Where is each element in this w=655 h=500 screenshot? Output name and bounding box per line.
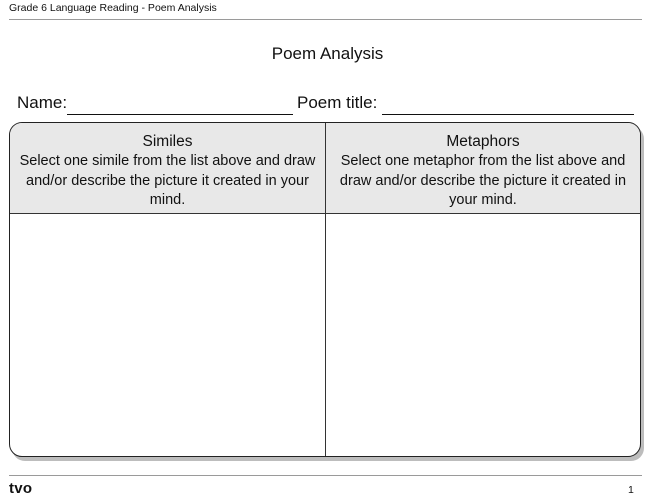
header-divider <box>9 19 642 20</box>
similes-instruction: Select one simile from the list above and draw and/or describe the picture it created in your mind. <box>19 153 316 208</box>
metaphors-answer-area[interactable] <box>326 214 640 456</box>
similes-title: Similes <box>142 133 193 150</box>
page-number: 1 <box>628 484 634 496</box>
metaphors-title: Metaphors <box>446 133 520 150</box>
tvo-logo: tvo <box>9 480 33 497</box>
page-title: Poem Analysis <box>271 44 384 63</box>
metaphors-column <box>326 123 640 456</box>
poem-title-field-line[interactable] <box>382 114 634 115</box>
analysis-table <box>9 122 641 457</box>
footer-divider <box>9 475 642 476</box>
similes-column <box>10 123 326 456</box>
header-label: Grade 6 Language Reading - Poem Analysis <box>9 2 217 14</box>
name-label: Name: <box>17 93 68 112</box>
metaphors-instruction: Select one metaphor from the list above and draw and/or describe the picture it created in your mind. <box>339 153 627 208</box>
similes-header <box>10 123 325 214</box>
metaphors-header <box>326 123 640 214</box>
poem-title-label: Poem title: <box>297 93 378 112</box>
name-field-line[interactable] <box>67 114 293 115</box>
similes-answer-area[interactable] <box>10 214 325 456</box>
